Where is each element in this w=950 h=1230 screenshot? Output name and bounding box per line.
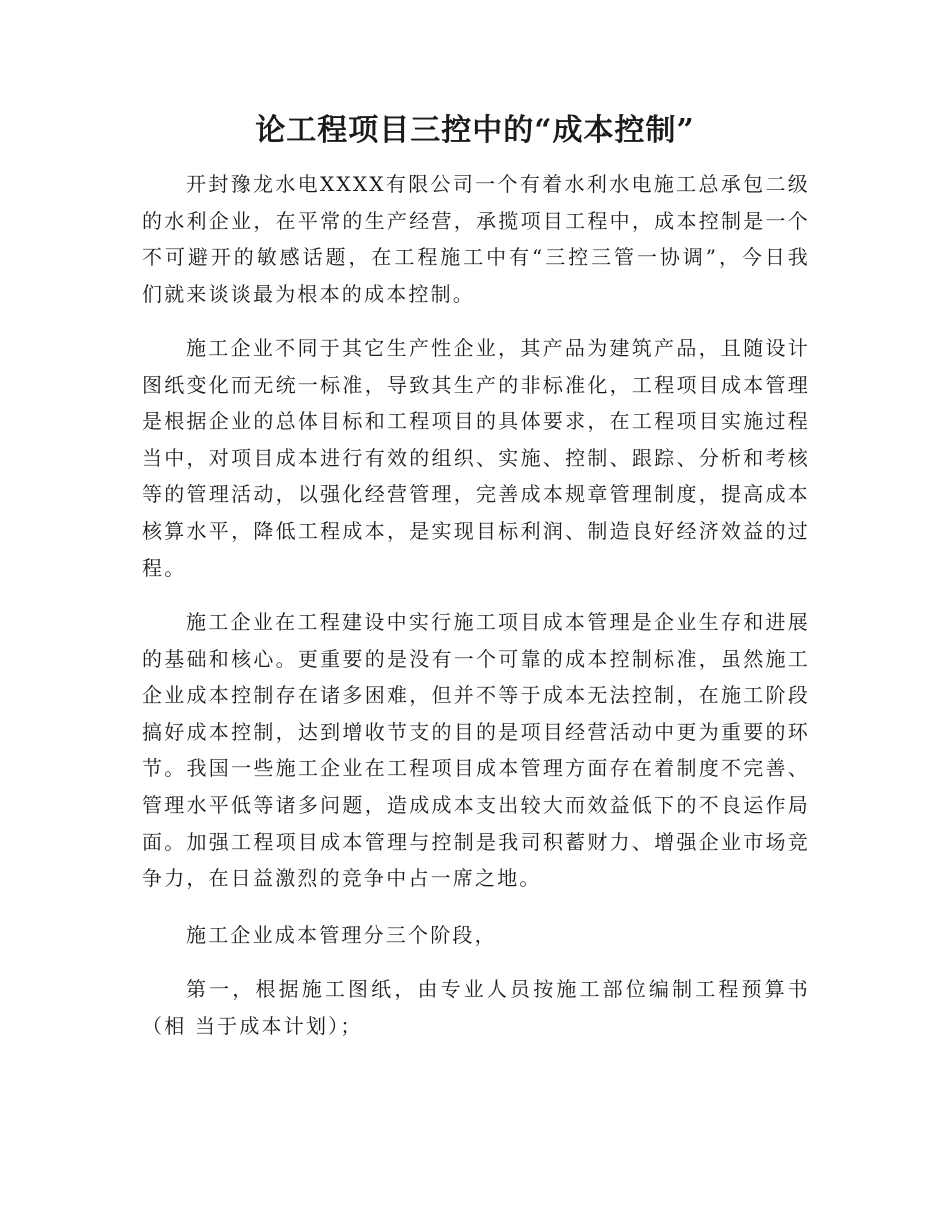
paragraph-importance: 施工企业在工程建设中实行施工项目成本管理是企业生存和进展的基础和核心。更重要的是没有一个可靠的成本控制标准，虽然施工企业成本控制存在诸多困难，但并不等于成本无法控制，在施工阶段搞好成本控制，达到增收节支的目的是项目经营活动中更为重要的环节。我国一些施工企业在工程项目成本管理方面存在着制度不完善、管理水平低等诸多问题，造成成本支出较大而效益低下的不良运作局面。加强工程项目成本管理与控制是我司积蓄财力、增强企业市场竞争力，在日益激烈的竞争中占一席之地。 xyxy=(142,610,810,891)
paragraph-stages-intro: 施工企业成本管理分三个阶段， xyxy=(186,923,497,947)
paragraph-stage-one: 第一，根据施工图纸，由专业人员按施工部位编制工程预算书（相 当于成本计划）； xyxy=(142,977,810,1038)
paragraph-definition: 施工企业不同于其它生产性企业，其产品为建筑产品，且随设计图纸变化而无统一标准，导致其生产的非标准化，工程项目成本管理是根据企业的总体目标和工程项目的具体要求，在工程项目实施过程当中，对项目成本进行有效的组织、实施、控制、跟踪、分析和考核等的管理活动，以强化经营管理，完善成本规章管理制度，提高成本核算水平，降低工程成本，是实现目标利润、制造良好经济效益的过程。 xyxy=(142,336,810,580)
document-title: 论工程项目三控中的“成本控制” xyxy=(255,113,695,148)
paragraph-intro: 开封豫龙水电XXXX有限公司一个有着水利水电施工总承包二级的水利企业，在平常的生产经营，承揽项目工程中，成本控制是一个不可避开的敏感话题，在工程施工中有“三控三管一协调”，今日我们就来谈谈最为根本的成本控制。 xyxy=(142,172,810,306)
